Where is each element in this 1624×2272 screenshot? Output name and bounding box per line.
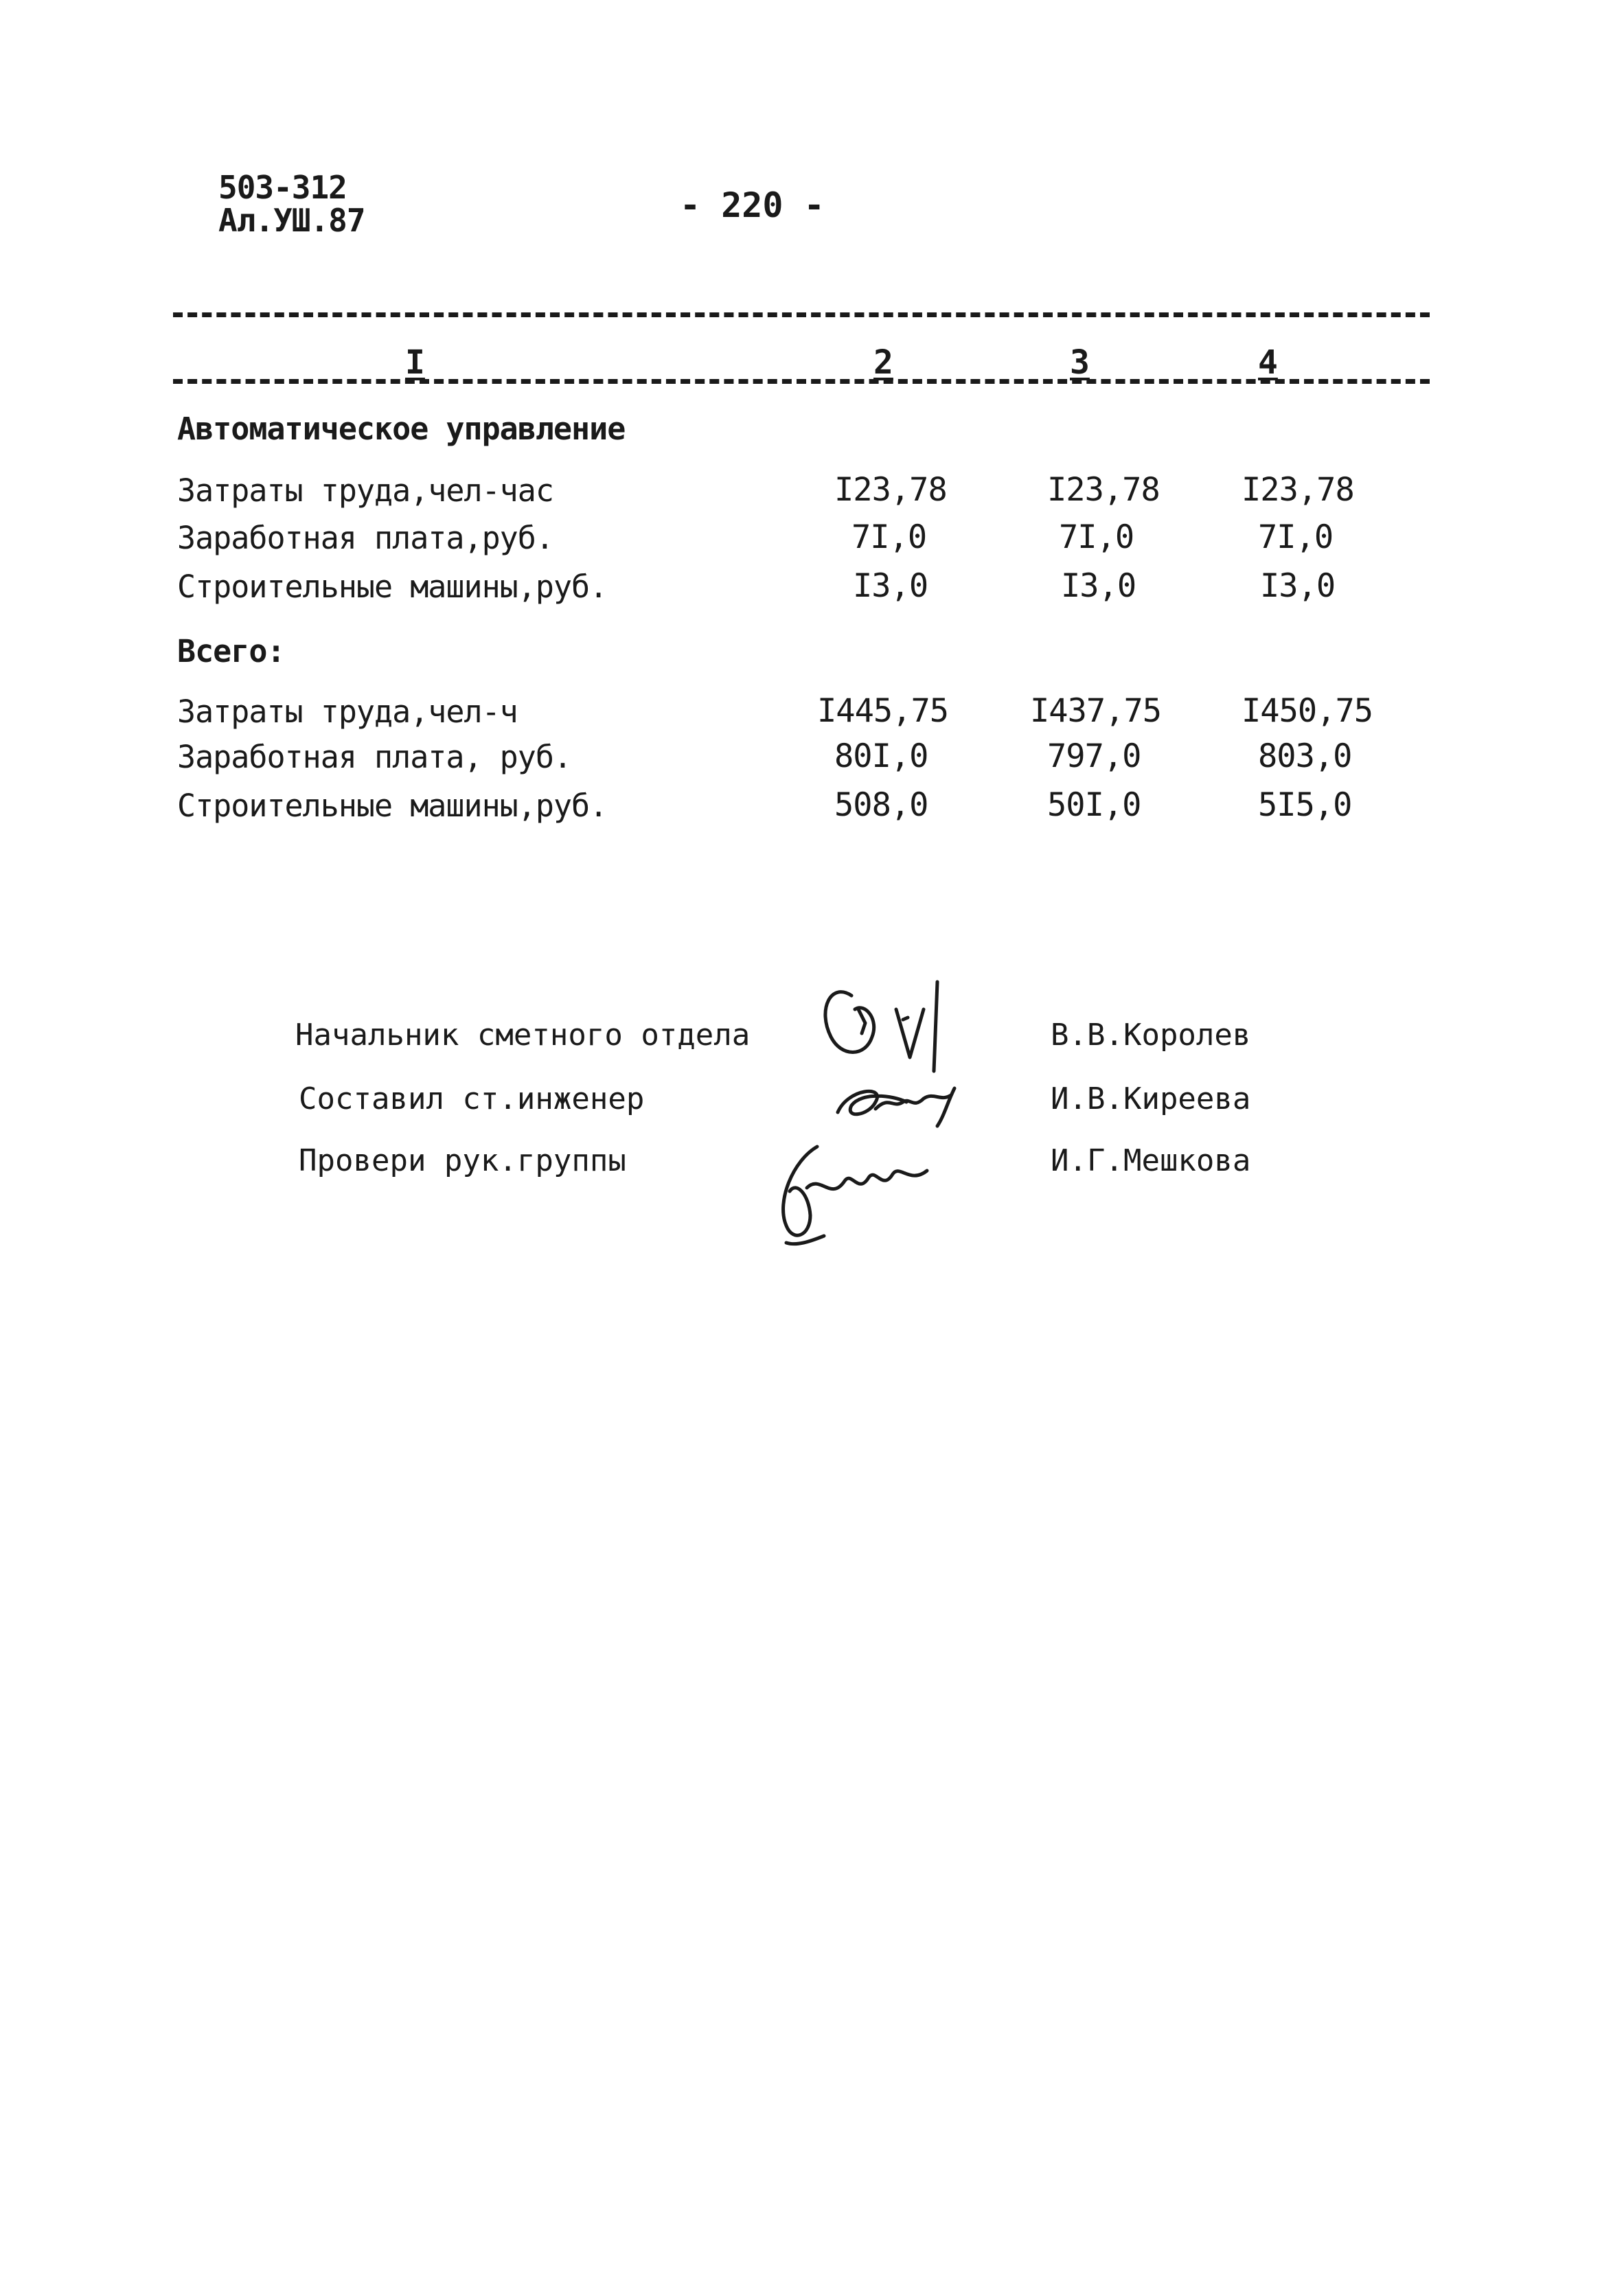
cell-value: I437,75	[1030, 692, 1162, 730]
row-label: Строительные машины,руб.	[177, 788, 608, 824]
signature-role-compiler: Составил ст.инженер	[299, 1081, 645, 1116]
cell-value: 797,0	[1047, 737, 1141, 775]
cell-value: I23,78	[834, 471, 947, 509]
column-header-1: I	[405, 343, 425, 382]
signature-name-checker: И.Г.Мешкова	[1051, 1143, 1251, 1178]
row-label: Заработная плата,руб.	[177, 520, 553, 556]
page-number: - 220 -	[680, 185, 825, 225]
cell-value: I450,75	[1242, 692, 1373, 730]
cell-value: 5I5,0	[1258, 786, 1352, 824]
signature-name-compiler: И.В.Киреева	[1051, 1081, 1251, 1116]
signature-name-head: В.В.Королев	[1051, 1018, 1251, 1053]
cell-value: 7I,0	[1258, 518, 1334, 556]
column-header-4: 4	[1258, 343, 1278, 382]
cell-value: 80I,0	[834, 737, 928, 775]
row-label: Заработная плата, руб.	[177, 739, 572, 775]
column-header-2: 2	[873, 343, 893, 382]
section-title-automatic-control: Автоматическое управление	[177, 411, 626, 447]
cell-value: 508,0	[834, 786, 928, 824]
row-label: Затраты труда,чел-ч	[177, 693, 518, 730]
cell-value: I3,0	[853, 567, 928, 605]
cell-value: 7I,0	[1059, 518, 1134, 556]
cell-value: I3,0	[1061, 567, 1136, 605]
section-title-total: Всего:	[177, 633, 285, 669]
handwritten-signatures	[728, 954, 1023, 1257]
signature-role-checker: Провери рук.группы	[299, 1143, 626, 1178]
table-top-rule	[173, 312, 1430, 317]
row-label: Затраты труда,чел-час	[177, 472, 553, 509]
signature-role-head: Начальник сметного отдела	[295, 1018, 751, 1053]
row-label: Строительные машины,руб.	[177, 569, 608, 605]
cell-value: I23,78	[1242, 471, 1354, 509]
signature-checker	[784, 1147, 927, 1244]
document-code: 503-312	[218, 169, 347, 206]
cell-value: 803,0	[1258, 737, 1352, 775]
signature-compiler	[838, 1088, 954, 1126]
table-header-rule	[173, 379, 1430, 384]
album-code: Ал.УШ.87	[218, 202, 365, 239]
cell-value: I23,78	[1047, 471, 1160, 509]
cell-value: I445,75	[817, 692, 949, 730]
signature-head	[825, 982, 937, 1071]
cell-value: I3,0	[1260, 567, 1336, 605]
cell-value: 7I,0	[851, 518, 927, 556]
column-header-3: 3	[1070, 343, 1090, 382]
cell-value: 50I,0	[1047, 786, 1141, 824]
